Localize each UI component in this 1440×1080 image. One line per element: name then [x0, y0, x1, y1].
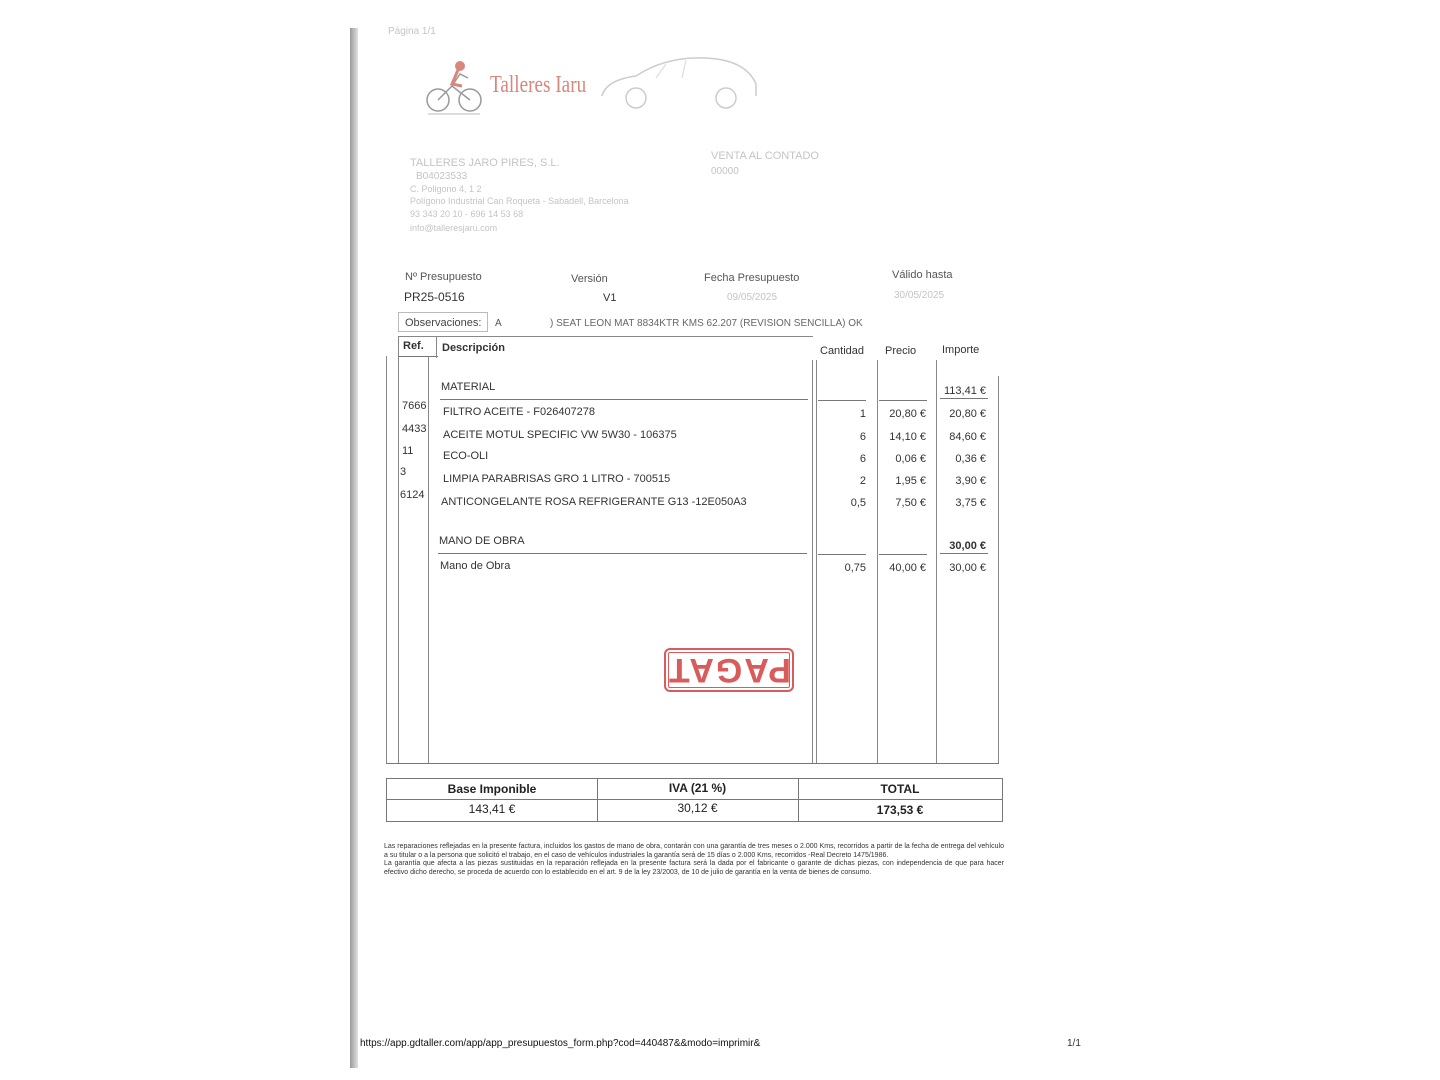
material-title-underline	[440, 399, 808, 400]
table-bottom-border	[386, 763, 999, 764]
quote-date-value: 09/05/2025	[727, 292, 778, 303]
row-description: ACEITE MOTUL SPECIFIC VW 5W30 - 106375	[443, 429, 677, 441]
material-price-rule	[879, 400, 927, 401]
row-ref: 6124	[400, 489, 425, 501]
row-price: 40,00 €	[889, 562, 926, 574]
row-price: 7,50 €	[895, 497, 926, 509]
company-legal-name: TALLERES JARO PIRES, S.L.	[410, 157, 560, 169]
row-description: FILTRO ACEITE - F026407278	[443, 406, 596, 418]
col-header-quantity: Cantidad	[820, 345, 865, 357]
row-quantity: 1	[859, 408, 866, 420]
row-amount: 0,36 €	[955, 453, 986, 465]
col-header-description: Descripción	[442, 342, 505, 354]
row-amount: 84,60 €	[949, 431, 986, 443]
table-right-border	[998, 376, 999, 764]
row-ref: 3	[400, 466, 407, 478]
row-amount: 3,90 €	[955, 475, 986, 487]
labor-price-rule	[879, 554, 927, 555]
iva-label: IVA (21 %)	[668, 781, 727, 795]
desc-column-divider	[812, 360, 813, 764]
row-quantity: 0,5	[850, 497, 866, 509]
iva-value: 30,12 €	[677, 801, 718, 815]
material-section-title: MATERIAL	[441, 381, 496, 393]
observations-label: Observaciones:	[405, 317, 482, 329]
legal-paragraph-1: Las reparaciones reflejadas en la presente factura, incluidos los gastos de mano de obra, contarán con una garantía de tres meses o 2.000 Kms, recorridos a partir de la fecha de entrega del vehículo a su titular o a la persona que solicitó el trabajo, en el caso de vehículos industriales la garantía será de 15 días o 2.000 Kms, recorridos -Real Decreto 1475/1986.	[384, 843, 1004, 859]
material-subtotal: 113,41 €	[943, 385, 986, 397]
observations-prefix: A	[495, 318, 502, 329]
base-value: 143,41 €	[468, 802, 516, 816]
car-logo-icon	[596, 50, 762, 112]
row-price: 0,06 €	[895, 453, 926, 465]
print-url: https://app.gdtaller.com/app/app_presupuestos_form.php?cod=440487&&modo=imprimir&	[360, 1038, 761, 1049]
labor-amount-rule	[940, 553, 988, 554]
row-price: 20,80 €	[889, 408, 926, 420]
ref-column-divider	[428, 356, 429, 764]
total-value: 173,53 €	[876, 803, 924, 817]
company-address-2: Polígono Industrial Can Roqueta - Sabadell, Barcelona	[410, 196, 629, 206]
observations-label-box	[398, 312, 488, 332]
labor-subtotal: 30,00 €	[949, 540, 986, 552]
totals-table	[386, 778, 1003, 822]
company-phone: 93 343 20 10 - 696 14 53 68	[410, 209, 524, 219]
row-price: 1,95 €	[895, 475, 926, 487]
quote-date-label: Fecha Presupuesto	[704, 272, 800, 284]
row-description: ANTICONGELANTE ROSA REFRIGERANTE G13 -12E050A3	[441, 496, 747, 508]
row-quantity: 2	[859, 475, 866, 487]
labor-qty-rule	[818, 554, 866, 555]
row-description: LIMPIA PARABRISAS GRO 1 LITRO - 700515	[443, 473, 671, 485]
labor-title-underline	[438, 553, 807, 554]
row-quantity: 6	[859, 431, 866, 443]
col-header-amount: Importe	[942, 344, 980, 356]
customer-name: VENTA AL CONTADO	[711, 150, 819, 162]
table-left-border	[386, 356, 387, 764]
items-table-frame	[398, 336, 813, 763]
paid-stamp: PAGAT	[664, 648, 794, 692]
labor-section-title: MANO DE OBRA	[439, 535, 525, 547]
company-address-1: C. Poligono 4, 1 2	[410, 184, 482, 194]
page-number: 1/1	[1067, 1038, 1081, 1049]
valid-until-label: Válido hasta	[892, 269, 953, 281]
row-amount: 30,00 €	[949, 562, 986, 574]
row-ref: 7666	[402, 400, 427, 412]
brand-name: Talleres Iaru	[490, 72, 587, 98]
ref-header-divider	[398, 356, 438, 357]
row-quantity: 6	[859, 453, 866, 465]
total-label: TOTAL	[880, 782, 920, 796]
row-description: Mano de Obra	[440, 560, 511, 572]
legal-paragraph-2: La garantía que afecta a las piezas sustituidas en la reparación reflejada en la presente factura será la dada por el fabricante o garante de dichas piezas, con independencia de que para hacer efectivo dicho derecho, se proceda de acuerdo con lo establecido en el art. 9 de la ley 23/2003, de 10 de julio de garantía en la venta de bienes de consumo.	[384, 860, 1004, 876]
observations-value: ) SEAT LEON MAT 8834KTR KMS 62.207 (REVISION SENCILLA) OK	[550, 318, 863, 329]
cyclist-logo-icon	[424, 56, 490, 118]
company-web: info@talleresjaru.com	[410, 223, 498, 233]
ref-header-right	[436, 336, 437, 358]
row-amount: 20,80 €	[949, 408, 986, 420]
col-header-price: Precio	[885, 345, 917, 357]
totals-header-divider	[387, 799, 1002, 800]
row-price: 14,10 €	[889, 431, 926, 443]
quote-number-value: PR25-0516	[404, 290, 465, 304]
col-header-ref: Ref.	[403, 340, 424, 352]
version-label: Versión	[571, 273, 608, 285]
version-value: V1	[603, 292, 617, 304]
quote-number-label: Nº Presupuesto	[405, 271, 482, 283]
row-ref: 4433	[402, 423, 427, 435]
warranty-legal-text	[384, 843, 1004, 877]
customer-code: 00000	[711, 166, 739, 177]
row-amount: 3,75 €	[955, 497, 986, 509]
row-description: ECO-OLI	[443, 450, 489, 462]
company-nif: B04023533	[416, 171, 468, 182]
row-quantity: 0,75	[844, 562, 866, 574]
row-ref: 11	[402, 445, 414, 457]
valid-until-value: 30/05/2025	[894, 290, 945, 301]
base-label: Base Imponible	[447, 782, 537, 796]
material-qty-rule	[818, 400, 866, 401]
material-amount-rule	[940, 398, 988, 399]
page-header-note: Página 1/1	[388, 26, 436, 37]
